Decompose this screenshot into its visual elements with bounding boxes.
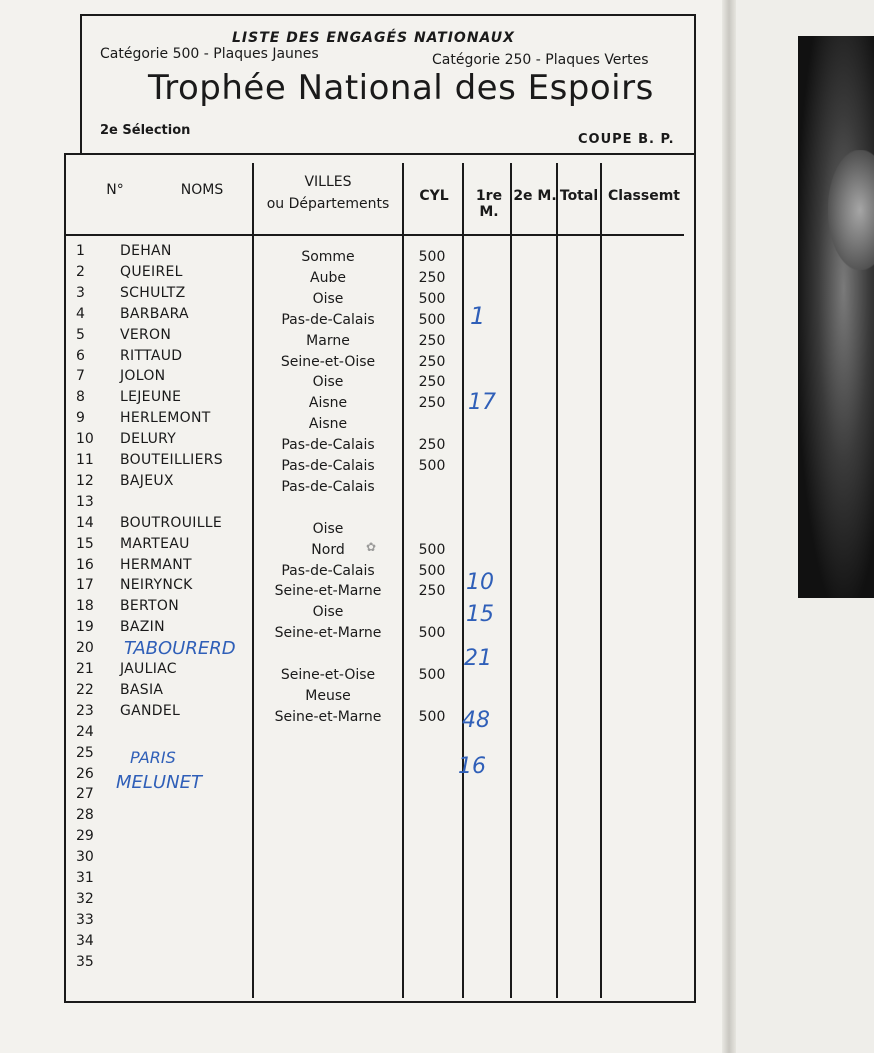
handwritten-score: 1 — [470, 302, 486, 330]
row-number: 30 — [76, 849, 94, 865]
row-number: 16 — [76, 557, 94, 573]
rider-name: DELURY — [120, 431, 177, 447]
row-number: 2 — [76, 264, 85, 280]
engine-capacity: 500 — [418, 625, 446, 641]
rider-name: MARTEAU — [120, 536, 190, 552]
col-header-cities: VILLES — [304, 174, 352, 190]
book-spine — [722, 0, 736, 1053]
rider-name: BASIA — [120, 682, 164, 698]
engine-capacity: 500 — [418, 291, 446, 307]
rider-name: SCHULTZ — [120, 285, 186, 301]
row-number: 25 — [76, 745, 94, 761]
column-divider — [600, 163, 602, 998]
row-number: 20 — [76, 640, 94, 656]
row-number: 15 — [76, 536, 94, 552]
col-header-names: NOMS — [180, 182, 224, 198]
rider-name: JOLON — [120, 368, 166, 384]
row-number: 3 — [76, 285, 85, 301]
engine-capacity: 250 — [418, 395, 446, 411]
rider-name: BAZIN — [120, 619, 165, 635]
col-header-round1: 1re M. — [475, 188, 503, 220]
rider-city: Aisne — [308, 416, 348, 432]
row-number: 10 — [76, 431, 94, 447]
rider-name: BERTON — [120, 598, 180, 614]
handwritten-score: 48 — [462, 708, 490, 733]
col-header-ranking: Classemt — [608, 188, 680, 204]
cup-label: COUPE B. P. — [578, 132, 675, 147]
col-header-round2: 2e M. — [513, 188, 557, 204]
row-number: 35 — [76, 954, 94, 970]
row-number: 31 — [76, 870, 94, 886]
rider-city: Seine-et-Marne — [274, 583, 382, 599]
rider-city: Pas-de-Calais — [281, 437, 375, 453]
rider-name: GANDEL — [120, 703, 181, 719]
rider-city: Oise — [312, 604, 344, 620]
rider-name: HERLEMONT — [120, 410, 211, 426]
row-number: 19 — [76, 619, 94, 635]
rider-name: BOUTROUILLE — [120, 515, 223, 531]
row-number: 24 — [76, 724, 94, 740]
row-number: 23 — [76, 703, 94, 719]
rider-name: VERON — [120, 327, 172, 343]
col-header-total: Total — [559, 188, 599, 204]
rider-name: HERMANT — [120, 557, 192, 573]
row-number: 28 — [76, 807, 94, 823]
row-number: 27 — [76, 786, 94, 802]
column-divider — [510, 163, 512, 998]
page-title: Trophée National des Espoirs — [148, 68, 654, 108]
rider-name: BOUTEILLIERS — [120, 452, 223, 468]
rider-city: Pas-de-Calais — [281, 312, 375, 328]
rider-name: NEIRYNCK — [120, 577, 193, 593]
row-number: 18 — [76, 598, 94, 614]
rider-city: Oise — [312, 521, 344, 537]
row-number: 33 — [76, 912, 94, 928]
rider-name: QUEIREL — [120, 264, 183, 280]
engine-capacity: 250 — [418, 354, 446, 370]
col-header-number: N° — [106, 182, 124, 198]
rider-city: Meuse — [305, 688, 351, 704]
selection-label: 2e Sélection — [100, 123, 191, 138]
rider-city: Seine-et-Oise — [280, 667, 376, 683]
row-number: 5 — [76, 327, 85, 343]
watermark-mark: ✿ — [366, 540, 377, 554]
engine-capacity: 250 — [418, 583, 446, 599]
rider-city: Pas-de-Calais — [281, 563, 375, 579]
category-500-label: Catégorie 500 - Plaques Jaunes — [100, 46, 319, 62]
row-number: 1 — [76, 243, 85, 259]
row-number: 32 — [76, 891, 94, 907]
rider-name: BARBARA — [120, 306, 189, 322]
engine-capacity: 500 — [418, 563, 446, 579]
column-divider — [402, 163, 404, 998]
row-number: 17 — [76, 577, 94, 593]
rider-name: JAULIAC — [120, 661, 177, 677]
handwritten-name: PARIS — [130, 748, 176, 767]
photograph — [798, 36, 874, 598]
rider-city: Oise — [312, 374, 344, 390]
header-divider — [64, 234, 684, 236]
column-divider — [556, 163, 558, 998]
row-number: 4 — [76, 306, 85, 322]
rider-city: Aube — [310, 270, 346, 286]
col-header-cyl: CYL — [419, 188, 449, 204]
rider-city: Marne — [306, 333, 350, 349]
handwritten-name: TABOURERD — [124, 638, 236, 659]
handwritten-name: MELUNET — [116, 772, 202, 793]
handwritten-score: 10 — [466, 570, 494, 595]
rider-city: Pas-de-Calais — [281, 458, 375, 474]
handwritten-score: 17 — [468, 390, 496, 415]
rider-city: Pas-de-Calais — [281, 479, 375, 495]
engine-capacity: 500 — [418, 709, 446, 725]
rider-city: Aisne — [308, 395, 348, 411]
row-number: 8 — [76, 389, 85, 405]
rider-city: Nord — [311, 542, 345, 558]
rider-city: Somme — [301, 249, 355, 265]
column-divider — [462, 163, 464, 998]
row-number: 21 — [76, 661, 94, 677]
column-divider — [252, 163, 254, 998]
row-number: 34 — [76, 933, 94, 949]
row-number: 29 — [76, 828, 94, 844]
rider-name: BAJEUX — [120, 473, 174, 489]
rider-city: Oise — [312, 291, 344, 307]
rider-city: Seine-et-Oise — [280, 354, 376, 370]
engine-capacity: 250 — [418, 437, 446, 453]
engine-capacity: 250 — [418, 374, 446, 390]
handwritten-score: 15 — [466, 602, 494, 627]
engine-capacity: 500 — [418, 249, 446, 265]
engine-capacity: 500 — [418, 542, 446, 558]
row-number: 22 — [76, 682, 94, 698]
row-number: 6 — [76, 348, 85, 364]
list-heading: LISTE DES ENGAGÉS NATIONAUX — [232, 30, 515, 46]
handwritten-score: 16 — [458, 754, 486, 779]
row-number: 7 — [76, 368, 85, 384]
row-number: 26 — [76, 766, 94, 782]
engine-capacity: 250 — [418, 270, 446, 286]
row-number: 12 — [76, 473, 94, 489]
rider-name: DEHAN — [120, 243, 172, 259]
photograph-detail — [828, 150, 874, 270]
handwritten-score: 21 — [464, 646, 492, 671]
engine-capacity: 500 — [418, 312, 446, 328]
row-number: 14 — [76, 515, 94, 531]
engine-capacity: 500 — [418, 667, 446, 683]
rider-city: Seine-et-Marne — [274, 625, 382, 641]
category-250-label: Catégorie 250 - Plaques Vertes — [432, 52, 649, 68]
col-header-cities-sub: ou Départements — [266, 196, 390, 212]
row-number: 11 — [76, 452, 94, 468]
row-number: 9 — [76, 410, 85, 426]
engine-capacity: 500 — [418, 458, 446, 474]
engine-capacity: 250 — [418, 333, 446, 349]
rider-city: Seine-et-Marne — [274, 709, 382, 725]
row-number: 13 — [76, 494, 94, 510]
rider-name: LEJEUNE — [120, 389, 182, 405]
rider-name: RITTAUD — [120, 348, 183, 364]
